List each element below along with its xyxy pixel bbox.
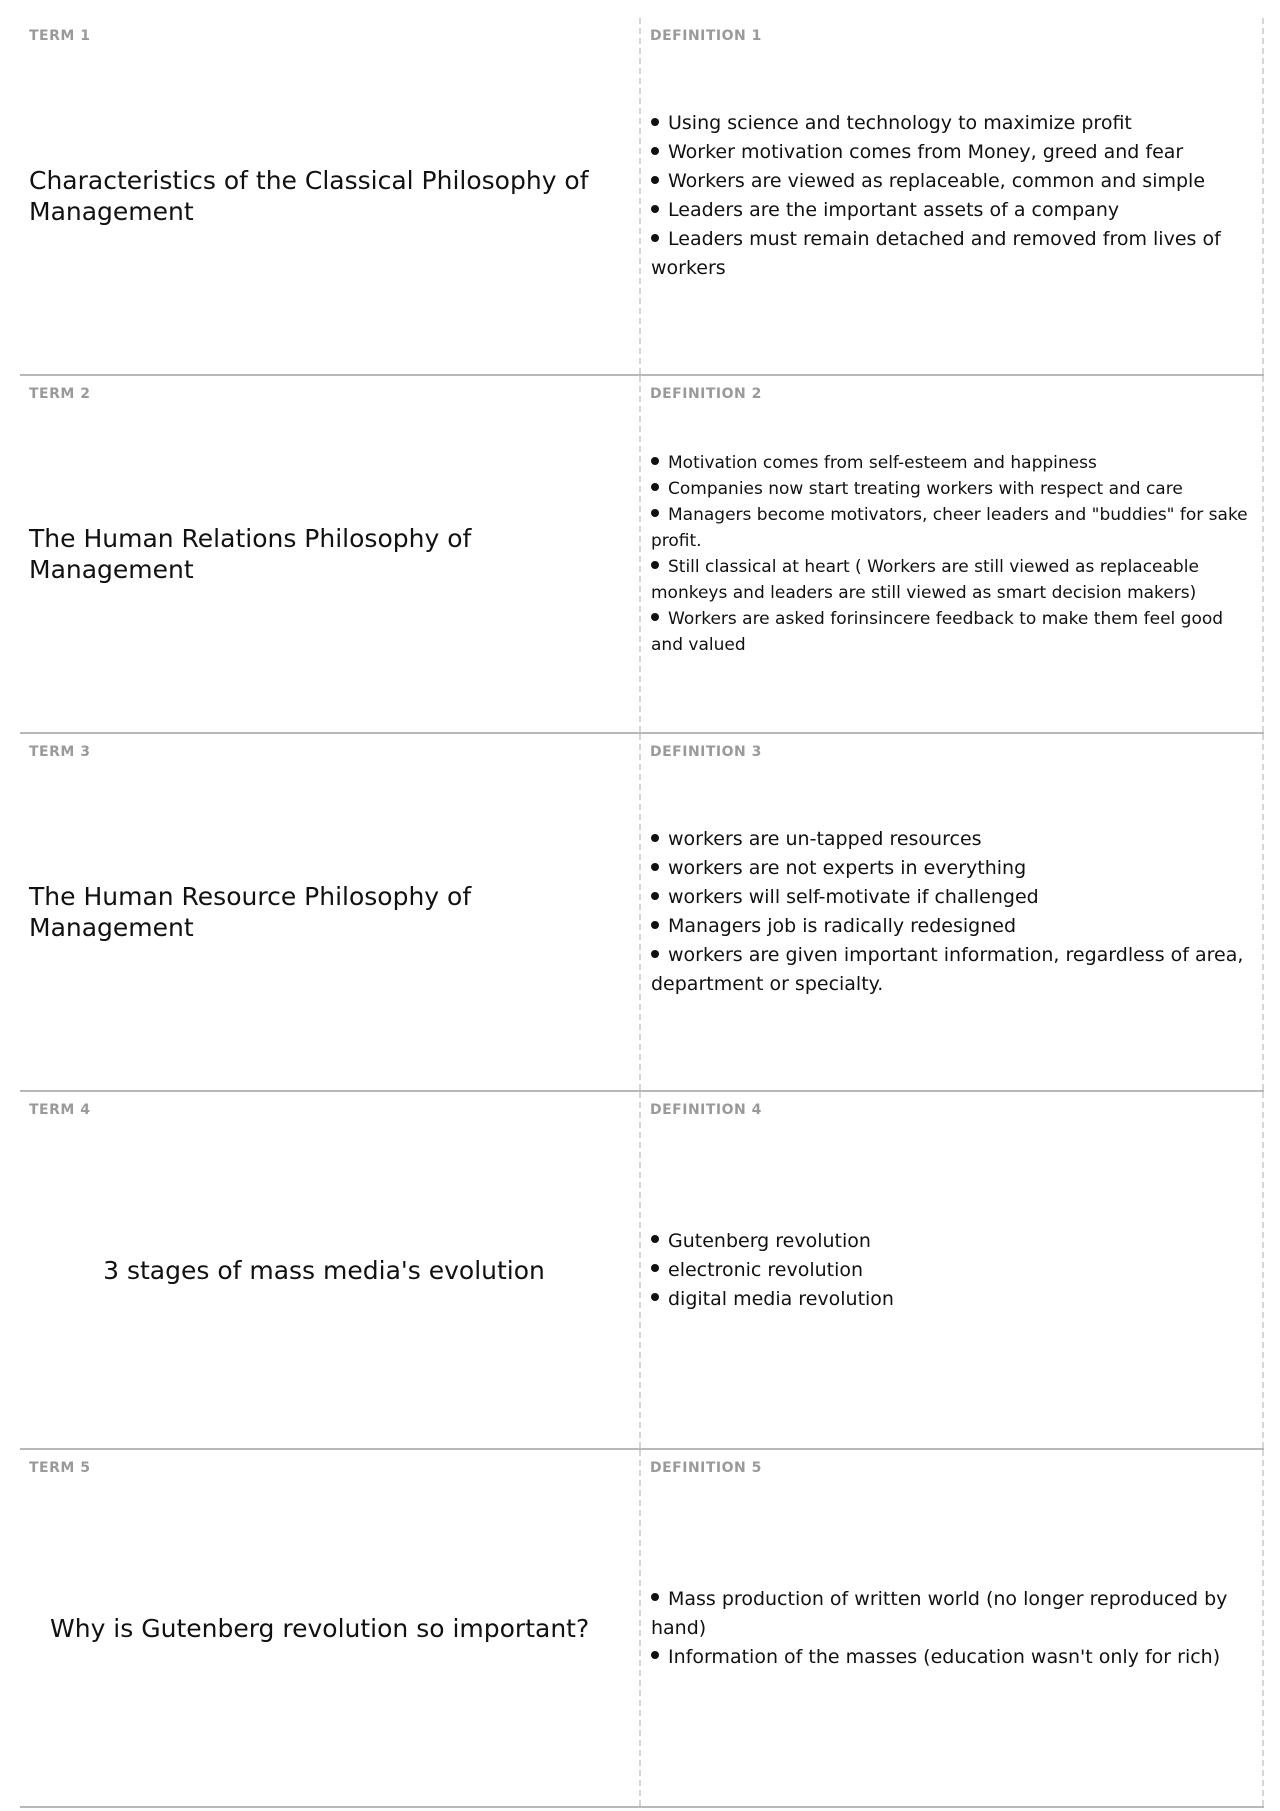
term-label-2: TERM 2 — [29, 386, 91, 402]
bullet-text: Using science and technology to maximize profit — [668, 112, 1132, 134]
bullet-text: Information of the masses (education wasn't only for rich) — [668, 1645, 1221, 1668]
bullet-text: workers are not experts in everything — [668, 857, 1027, 879]
definition-label-3: DEFINITION 3 — [650, 744, 762, 760]
bullet-icon — [651, 950, 659, 958]
definition-label-4: DEFINITION 4 — [650, 1102, 762, 1118]
bullet-text: workers are given important information, regardless of area, department or specialty. — [651, 944, 1244, 995]
bullet-icon — [651, 863, 659, 871]
definition-label-2: DEFINITION 2 — [650, 386, 762, 402]
definition-bullet — [651, 554, 1248, 606]
definition-bullet — [651, 1256, 1248, 1285]
bullet-icon — [651, 1593, 659, 1601]
flashcard-row-4 — [20, 1092, 1264, 1450]
bullet-text: Workers are viewed as replaceable, common and simple — [668, 170, 1206, 192]
definition-bullet — [651, 476, 1248, 502]
flashcard-row-1 — [20, 18, 1264, 376]
definition-bullet — [651, 502, 1248, 554]
definition-bullet — [651, 854, 1248, 883]
definition-label-5: DEFINITION 5 — [650, 1460, 762, 1476]
term-cell-1 — [20, 18, 641, 374]
bullet-text: Managers become motivators, cheer leaders and "buddies" for sake profit. — [651, 505, 1248, 551]
bullet-text: Gutenberg revolution — [668, 1229, 871, 1252]
definition-list-2 — [651, 376, 1248, 732]
term-label-3: TERM 3 — [29, 744, 91, 760]
term-label-1: TERM 1 — [29, 28, 91, 44]
term-cell-5 — [20, 1450, 641, 1806]
definition-bullet — [651, 606, 1248, 658]
bullet-icon — [651, 834, 659, 842]
bullet-icon — [651, 234, 659, 242]
definition-cell-2 — [641, 376, 1264, 732]
bullet-text: Motivation comes from self-esteem and happiness — [668, 453, 1097, 473]
bullet-icon — [651, 1293, 659, 1301]
term-text-2: The Human Relations Philosophy of Management — [29, 524, 472, 584]
term-text-1: Characteristics of the Classical Philosophy of Management — [29, 166, 589, 226]
bullet-icon — [651, 1235, 659, 1243]
definition-cell-4 — [641, 1092, 1264, 1448]
bullet-text: workers will self-motivate if challenged — [668, 886, 1039, 908]
flashcard-row-5 — [20, 1450, 1264, 1808]
bullet-icon — [651, 118, 659, 126]
term-text-5: Why is Gutenberg revolution so important? — [50, 1613, 590, 1643]
bullet-icon — [651, 613, 659, 621]
bullet-icon — [651, 205, 659, 213]
bullet-text: Managers job is radically redesigned — [668, 915, 1017, 937]
bullet-icon — [651, 176, 659, 184]
definition-bullet — [651, 1585, 1248, 1643]
definition-cell-3 — [641, 734, 1264, 1090]
term-cell-4 — [20, 1092, 641, 1448]
flashcard-sheet — [20, 18, 1264, 1808]
definition-list-1 — [651, 18, 1248, 374]
definition-bullet — [651, 1227, 1248, 1256]
definition-bullet — [651, 450, 1248, 476]
term-text-4: 3 stages of mass media's evolution — [103, 1255, 545, 1285]
definition-label-1: DEFINITION 1 — [650, 28, 762, 44]
definition-list-4 — [651, 1092, 1248, 1448]
definition-bullet — [651, 912, 1248, 941]
flashcard-row-2 — [20, 376, 1264, 734]
term-cell-3 — [20, 734, 641, 1090]
term-label-4: TERM 4 — [29, 1102, 91, 1118]
definition-bullet — [651, 138, 1248, 167]
definition-bullet — [651, 225, 1248, 283]
definition-bullet — [651, 825, 1248, 854]
term-label-5: TERM 5 — [29, 1460, 91, 1476]
definition-list-3 — [651, 734, 1248, 1090]
definition-bullet — [651, 941, 1248, 999]
bullet-icon — [651, 921, 659, 929]
bullet-icon — [651, 561, 659, 569]
bullet-text: Companies now start treating workers with respect and care — [668, 479, 1183, 499]
definition-bullet — [651, 109, 1248, 138]
bullet-text: digital media revolution — [668, 1287, 894, 1310]
bullet-icon — [651, 892, 659, 900]
definition-cell-5 — [641, 1450, 1264, 1806]
definition-cell-1 — [641, 18, 1264, 374]
bullet-text: Mass production of written world (no longer reproduced by hand) — [651, 1587, 1228, 1639]
term-cell-2 — [20, 376, 641, 732]
bullet-text: Leaders are the important assets of a company — [668, 199, 1120, 221]
bullet-icon — [651, 509, 659, 517]
bullet-icon — [651, 147, 659, 155]
bullet-text: electronic revolution — [668, 1258, 864, 1281]
bullet-text: Leaders must remain detached and removed from lives of workers — [651, 228, 1221, 279]
term-text-3: The Human Resource Philosophy of Management — [29, 882, 472, 942]
bullet-icon — [651, 483, 659, 491]
definition-bullet — [651, 883, 1248, 912]
definition-list-5 — [651, 1450, 1248, 1806]
bullet-icon — [651, 1651, 659, 1659]
definition-bullet — [651, 1285, 1248, 1314]
bullet-icon — [651, 1264, 659, 1272]
flashcard-row-3 — [20, 734, 1264, 1092]
definition-bullet — [651, 196, 1248, 225]
definition-bullet — [651, 167, 1248, 196]
definition-bullet — [651, 1643, 1248, 1672]
bullet-text: workers are un-tapped resources — [668, 828, 982, 850]
bullet-icon — [651, 457, 659, 465]
bullet-text: Still classical at heart ( Workers are still viewed as replaceable monkeys and leaders are still viewed as smart decision makers) — [651, 557, 1199, 603]
bullet-text: Worker motivation comes from Money, greed and fear — [668, 141, 1184, 163]
bullet-text: Workers are asked forinsincere feedback to make them feel good and valued — [651, 609, 1224, 655]
